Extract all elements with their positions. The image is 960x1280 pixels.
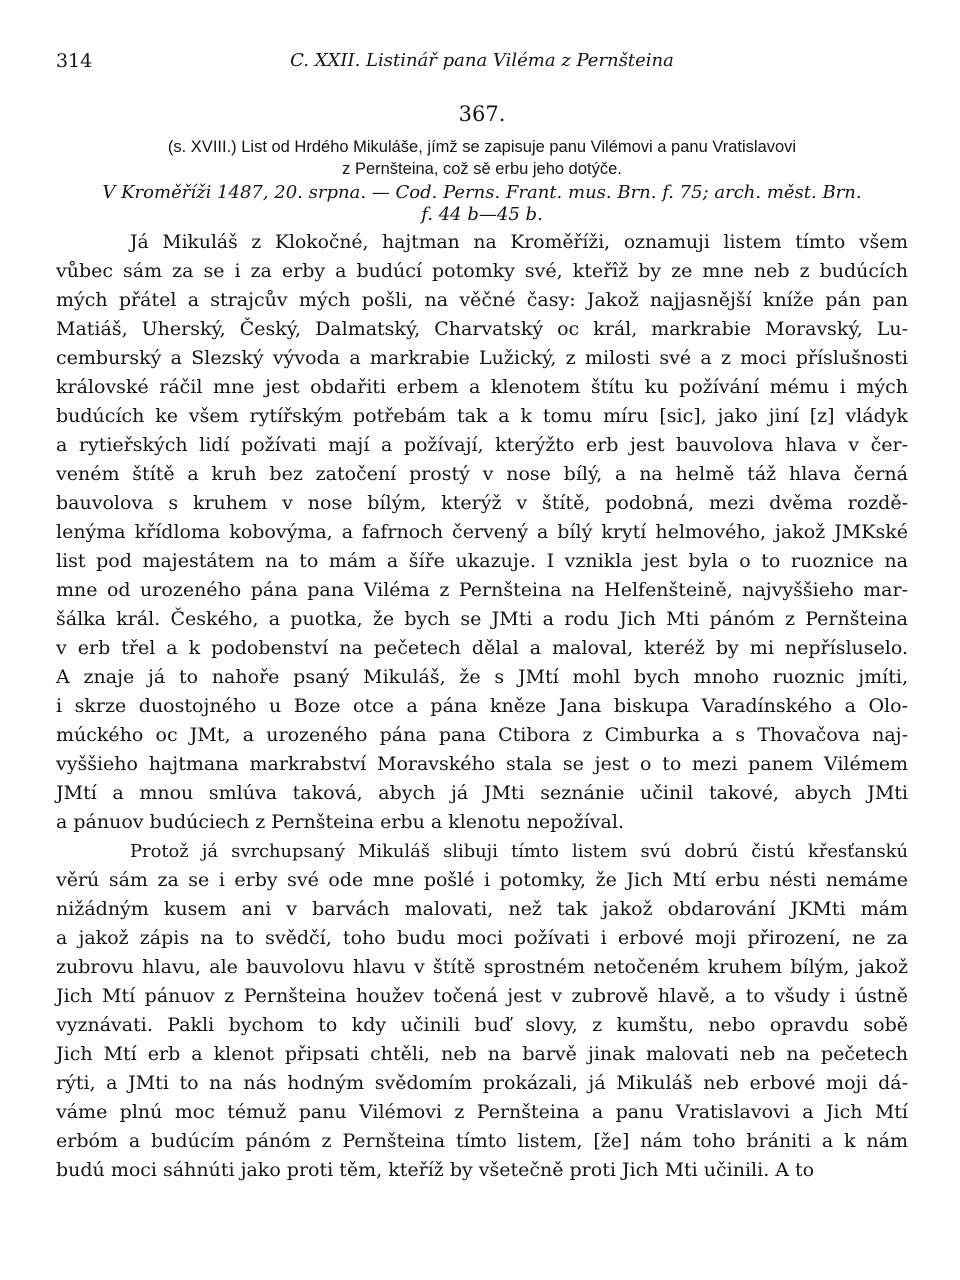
- text-line: Matiáš, Uherský, Český, Dalmatský, Charvatský oc král, markrabie Moravský, Lu-: [56, 318, 908, 340]
- text-line: Já Mikuláš z Klokočné, hajtman na Kroměříži, oznamuji listem tímto všem: [130, 232, 908, 253]
- text-line: šálka král. Českého, a puotka, že bych se JMti a rodu Jich Mti pánóm z Pernšteina: [56, 608, 908, 630]
- text-line: budú moci sáhnúti jako proti těm, kteříž by všetečně proti Jich Mti učinili. A to: [56, 1159, 815, 1181]
- document-page: [56, 44, 908, 1185]
- page-header: [56, 44, 908, 84]
- document-number: 367.: [458, 102, 506, 126]
- text-line: A znaje já to nahoře psaný Mikuláš, že s JMtí mohl bych mnoho ruoznic jmíti,: [56, 666, 908, 688]
- text-line: cemburský a Slezský vývoda a markrabie Lužický, z milosti své a z moci příslušnosti: [56, 347, 908, 369]
- text-line: a rytieřských lidí požívati mají a požívají, kterýžto erb jest bauvolova hlava v čer-: [56, 434, 908, 456]
- text-line: a jakož zápis na to svědčí, toho budu moci požívati i erbové moji přirození, ne za: [56, 927, 908, 949]
- text-line: múckého oc JMt, a urozeného pána pana Ctibora z Cimburka a s Thovačova naj-: [56, 724, 908, 746]
- text-line: budúcích ke všem rytířským potřebám tak a k tomu míru [sic], jako jiní [z] vládyk: [56, 405, 908, 427]
- text-line: věrú sám za se i erby své ode mne pošlé i potomky, že Jich Mtí erbu nésti nemáme: [56, 869, 908, 891]
- text-line: bauvolova s kruhem v nose bílým, kterýž v štítě, podobná, mezi dvěma rozdě-: [56, 492, 908, 514]
- text-line: mne od urozeného pána pana Viléma z Pernšteina na Helfenšteině, najvyššieho mar-: [56, 579, 908, 601]
- text-line: rýti, a JMti to na nás hodným svědomím prokázali, já Mikuláš neb erbové moji dá-: [56, 1072, 908, 1094]
- text-line: lenýma křídloma kobovýma, a fafrnoch červený a bílý krytí helmového, jakož JMKské: [56, 521, 908, 543]
- text-line: a pánuov budúciech z Pernšteina erbu a klenotu nepožíval.: [56, 811, 624, 833]
- text-line: Jich Mtí pánuov z Pernšteina houžev točená jest v zubrově hlavě, a to všudy i ústně: [56, 985, 908, 1007]
- text-line: vyššieho hajtmana markrabství Moravského stala se jest o to mezi panem Vilémem: [56, 753, 908, 775]
- text-line: vůbec sám za se i za erby a budúcí potomky své, kteřîž by ze mne neb z budúcích: [56, 260, 908, 282]
- text-line: Jich Mtí erb a klenot připsati chtěli, neb na barvě jinak malovati neb na pečetech: [56, 1043, 908, 1065]
- source-citation: [56, 182, 908, 226]
- text-line: vyznávati. Pakli bychom to kdy učinili buď slovy, z kumštu, nebo opravdu sobě: [56, 1014, 908, 1036]
- heading-line: (s. XVIII.) List od Hrdého Mikuláše, jímž se zapisuje panu Vilémovi a panu Vratislavovi: [167, 138, 797, 156]
- paragraph-1: [56, 228, 908, 837]
- text-line: veném štítě a kruh bez zatočení prostý v nose bílý, a na helmě táž hlava černá: [56, 463, 908, 485]
- paragraph-2: [56, 837, 908, 1185]
- text-line: i skrze duostojného u Boze otce a pána kněze Jana biskupa Varadínského a Olo-: [56, 695, 908, 717]
- text-line: erbóm a budúcím pánóm z Pernšteina tímto listem, [že] nám toho brániti a k nám: [56, 1130, 908, 1152]
- text-line: Protož já svrchupsaný Mikuláš slibuji tímto listem svú dobrú čistú křesťanskú: [130, 841, 908, 862]
- text-line: zubrovu hlavu, ale bauvolovu hlavu v štítě sprostném netočeném kruhem bílým, jakož: [56, 956, 908, 978]
- text-line: v erb třel a k podobenství na pečetech dělal a maloval, kteréž by mi nepřísluselo.: [56, 637, 908, 659]
- text-line: královské ráčil mne jest obdařiti erbem a klenotem štítu ku požívání mému i mých: [56, 376, 908, 398]
- source-line: V Kroměříži 1487, 20. srpna. — Cod. Perns. Frant. mus. Brn. f. 75; arch. měst. Brn.: [102, 182, 862, 203]
- document-heading: [56, 136, 908, 180]
- text-line: list pod majestátem na to mám a šíře ukazuje. I vznikla jest byla o to ruoznice na: [56, 550, 908, 572]
- document-body: [56, 228, 908, 1185]
- source-line: f. 44 b—45 b.: [421, 204, 543, 225]
- page-number: 314: [56, 50, 93, 72]
- text-line: JMtí a mnou smlúva taková, abych já JMti seznánie učinil takové, abych JMti: [56, 782, 908, 804]
- heading-line: z Pernšteina, což sě erbu jeho dotýče.: [342, 160, 622, 178]
- text-line: nižádným kusem ani v barvách malovati, než tak jakož obdarování JKMti mám: [56, 898, 908, 920]
- text-line: váme plnú moc témuž panu Vilémovi z Pernšteina a panu Vratislavovi a Jich Mtí: [56, 1101, 908, 1123]
- running-head: C. XXII. Listinář pana Viléma z Pernšteina: [290, 50, 674, 71]
- text-line: mých přátel a strajcův mých pošli, na věčné časy: Jakož najjasnější kníže pán pan: [56, 289, 908, 311]
